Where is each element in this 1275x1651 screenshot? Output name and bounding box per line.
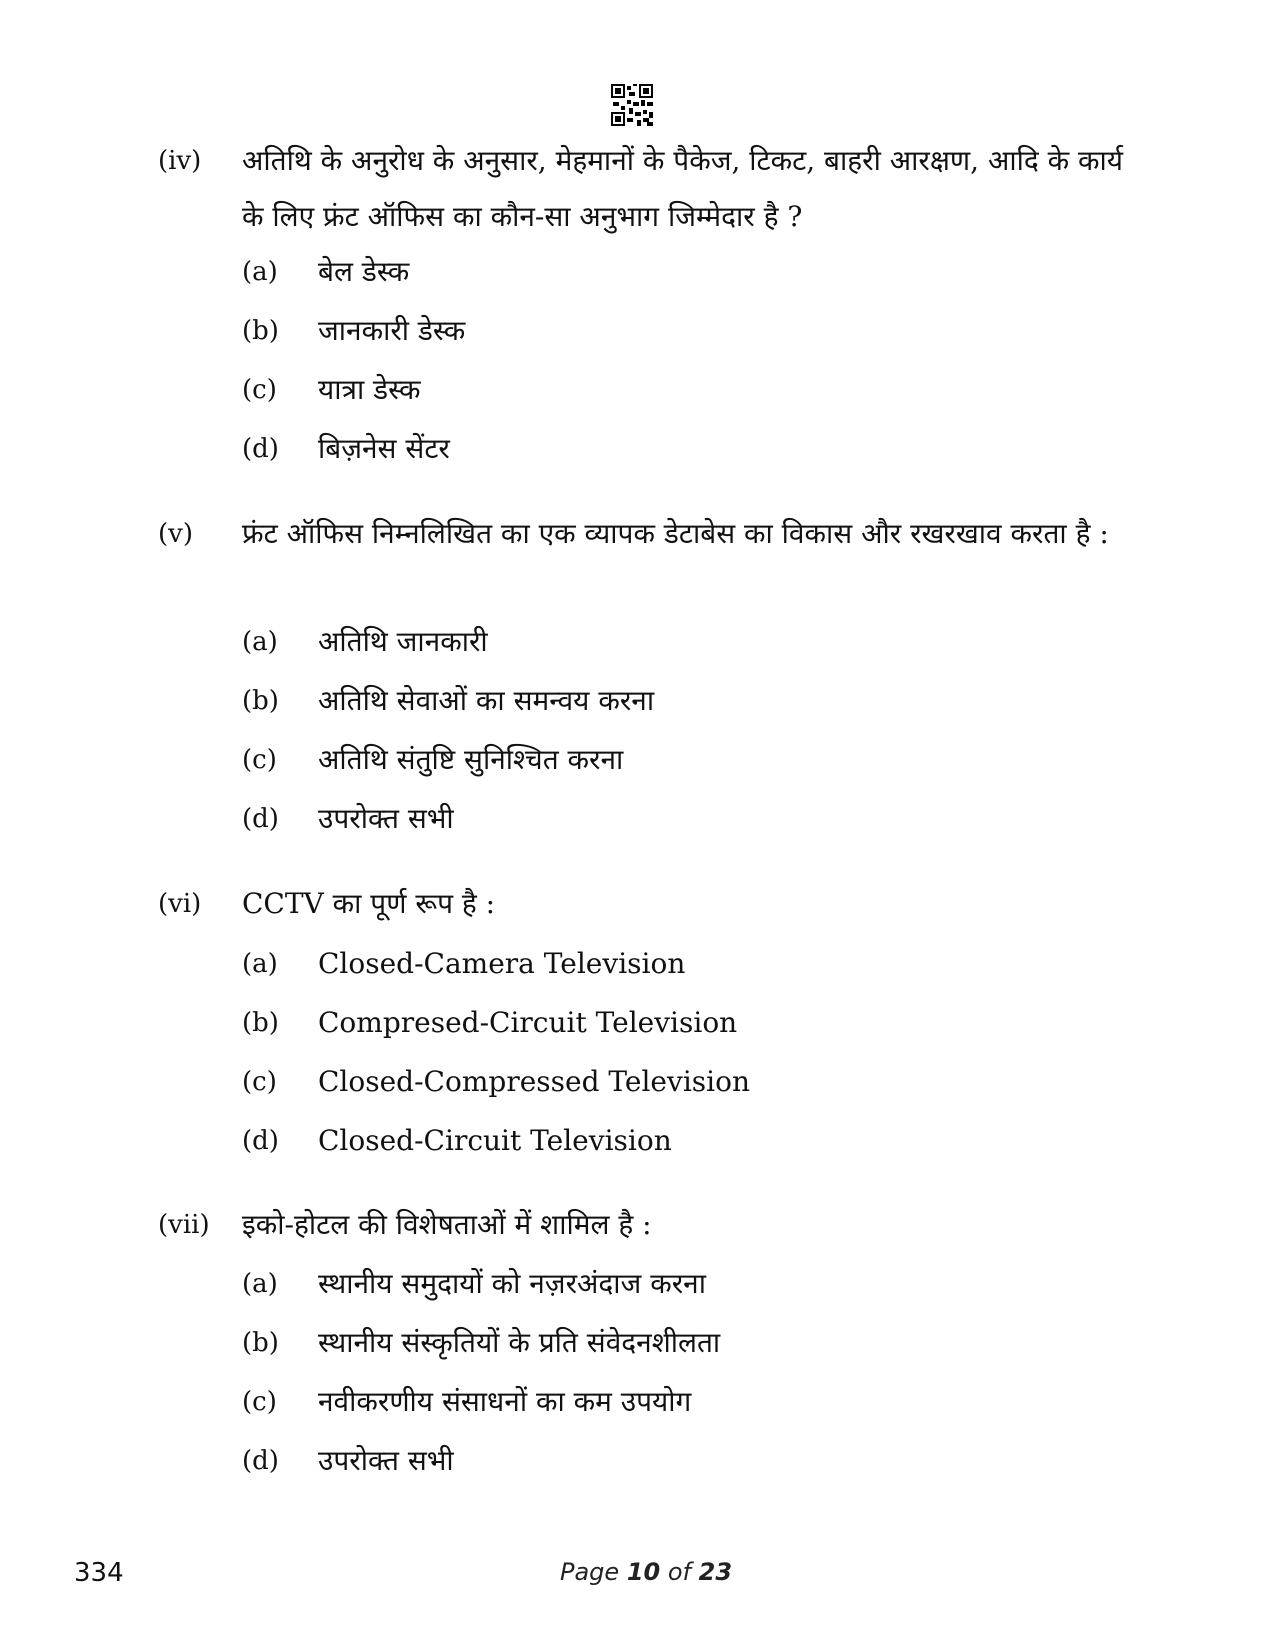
- option-v-d: [0, 791, 1275, 847]
- page-total: 23: [698, 1558, 733, 1586]
- option-label: (c): [242, 1067, 277, 1097]
- option-label: (d): [242, 1126, 279, 1156]
- option-label: (c): [242, 375, 277, 405]
- option-iv-d: [0, 421, 1275, 477]
- option-iv-a: [0, 244, 1275, 300]
- option-label: (a): [242, 627, 278, 657]
- option-text: अतिथि सेवाओं का समन्वय करना: [318, 684, 655, 717]
- option-text: उपरोक्त सभी: [318, 1444, 454, 1477]
- option-text: स्थानीय संस्कृतियों के प्रति संवेदनशीलता: [318, 1326, 721, 1359]
- option-label: (a): [242, 257, 278, 287]
- option-label: (d): [242, 804, 279, 834]
- option-iv-c: [0, 362, 1275, 418]
- option-vi-d: [0, 1113, 1275, 1169]
- option-iv-b: [0, 303, 1275, 359]
- option-vii-a: [0, 1256, 1275, 1312]
- option-label: (b): [242, 686, 279, 716]
- option-v-a: [0, 614, 1275, 670]
- option-label: (a): [242, 1269, 278, 1299]
- option-text: अतिथि संतुष्टि सुनिश्चित करना: [318, 743, 624, 776]
- question-number: (iv): [158, 146, 202, 176]
- option-text: Compresed-Circuit Television: [318, 1006, 738, 1039]
- question-text: फ्रंट ऑफिस निम्नलिखित का एक व्यापक डेटाबेस का विकास और रखरखाव करता है :: [242, 517, 1109, 550]
- question-number: (vi): [158, 889, 202, 919]
- option-text: Closed-Camera Television: [318, 947, 686, 980]
- option-label: (d): [242, 1446, 279, 1476]
- option-v-c: [0, 732, 1275, 788]
- option-label: (c): [242, 1387, 277, 1417]
- option-label: (b): [242, 316, 279, 346]
- option-vi-a: [0, 936, 1275, 992]
- page-indicator: [560, 1558, 732, 1586]
- question-text: अतिथि के अनुरोध के अनुसार, मेहमानों के पैकेज, टिकट, बाहरी आरक्षण, आदि के कार्य के लिए फ्रंट ऑफिस का कौन-सा अनुभाग जिम्मेदार है ?: [242, 144, 1123, 233]
- option-v-b: [0, 673, 1275, 729]
- option-label: (b): [242, 1328, 279, 1358]
- option-vi-c: [0, 1054, 1275, 1110]
- option-vii-d: [0, 1433, 1275, 1489]
- page-number: 10: [626, 1558, 661, 1586]
- option-text: बिज़नेस सेंटर: [318, 432, 450, 465]
- question-text: इको-होटल की विशेषताओं में शामिल है :: [242, 1208, 652, 1241]
- question-number: (vii): [158, 1210, 210, 1240]
- subject-code: 334: [74, 1558, 124, 1588]
- option-vi-b: [0, 995, 1275, 1051]
- option-text: उपरोक्त सभी: [318, 802, 454, 835]
- option-label: (c): [242, 745, 277, 775]
- option-text: Closed-Circuit Television: [318, 1124, 672, 1157]
- page-of: of: [667, 1558, 692, 1586]
- option-text: बेल डेस्क: [318, 255, 410, 288]
- option-text: जानकारी डेस्क: [318, 314, 466, 347]
- option-text: स्थानीय समुदायों को नज़रअंदाज करना: [318, 1267, 706, 1300]
- option-label: (a): [242, 949, 278, 979]
- option-vii-b: [0, 1315, 1275, 1371]
- question-text: CCTV का पूर्ण रूप है :: [242, 887, 496, 920]
- option-text: यात्रा डेस्क: [318, 373, 421, 406]
- qr-code-icon: [611, 84, 653, 126]
- option-text: अतिथि जानकारी: [318, 625, 488, 658]
- page-prefix: Page: [560, 1558, 620, 1586]
- question-number: (v): [158, 519, 193, 549]
- option-text: नवीकरणीय संसाधनों का कम उपयोग: [318, 1385, 692, 1418]
- option-text: Closed-Compressed Television: [318, 1065, 750, 1098]
- option-label: (b): [242, 1008, 279, 1038]
- option-label: (d): [242, 434, 279, 464]
- option-vii-c: [0, 1374, 1275, 1430]
